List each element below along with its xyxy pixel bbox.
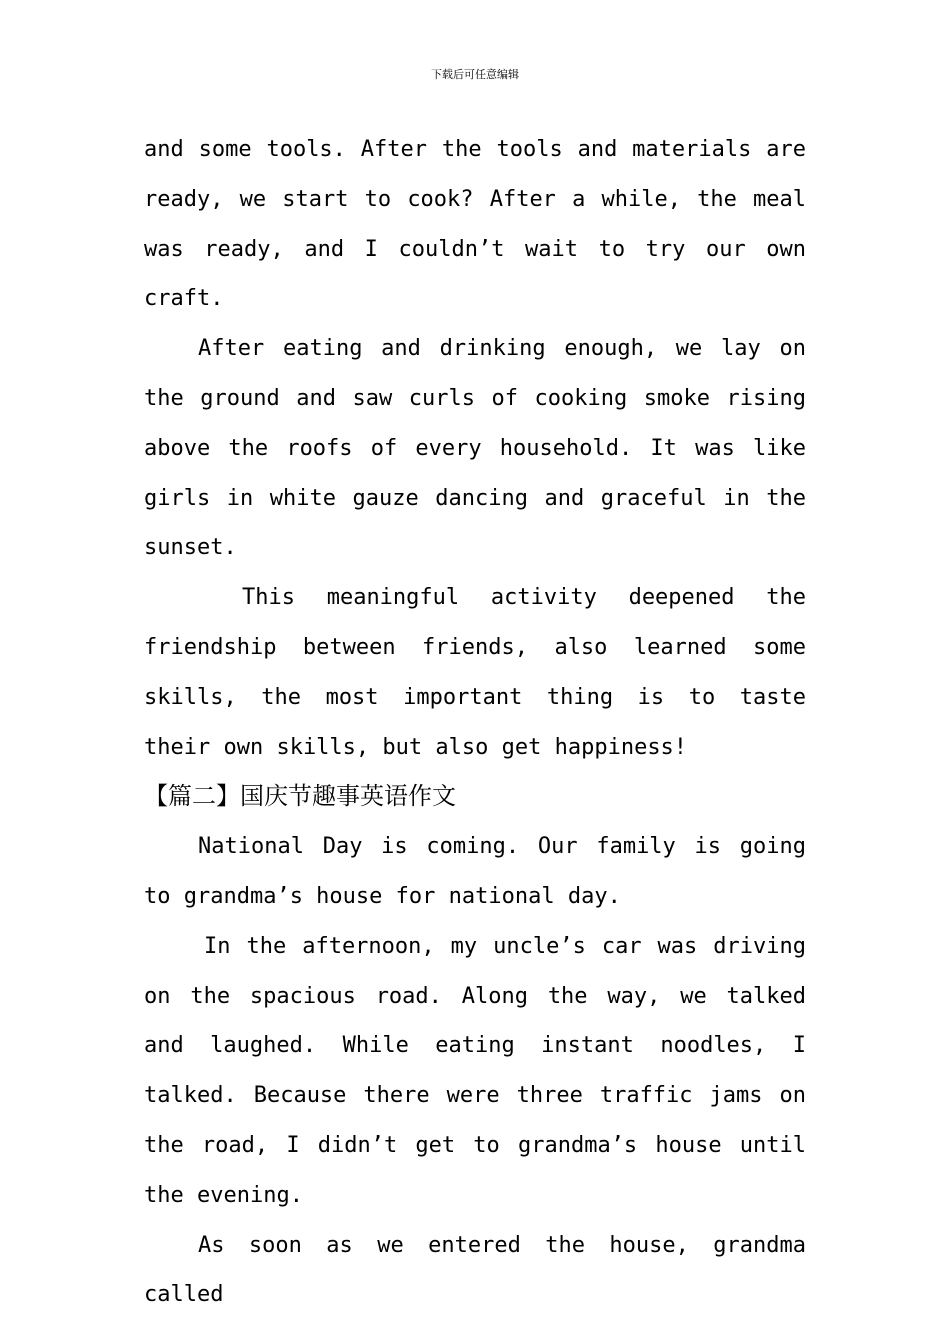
paragraph-meaningful-activity: This meaningful activity deepened the friendship between friends, also learned some skills, the most important thing is to taste their own skills, but also get happiness! <box>144 585 806 760</box>
section-heading: 【篇二】国庆节趣事英语作文 <box>144 782 456 811</box>
paragraph-smoke: After eating and drinking enough, we lay on the ground and saw curls of cooking smoke rising above the roofs of every household. It was like girls in white gauze dancing and graceful in the sunset. <box>144 336 806 561</box>
paragraph-entered-house: As soon as we entered the house, grandma called <box>144 1232 806 1308</box>
paragraph-afternoon-drive: In the afternoon, my uncle’s car was driving on the spacious road. Along the way, we talked and laughed. While eating instant noodles, I talked. Because there were three traffic jams on the road, I didn’t get to grandma’s house until the evening. <box>144 933 806 1208</box>
page-header-note: 下载后可任意编辑 <box>431 68 519 81</box>
paragraph-national-day: National Day is coming. Our family is going to grandma’s house for national day. <box>144 834 806 909</box>
paragraph-cooking: and some tools. After the tools and materials are ready, we start to cook? After a while, the meal was ready, and I couldn’t wait to try our own craft. <box>144 137 806 312</box>
document-body <box>144 125 806 1320</box>
